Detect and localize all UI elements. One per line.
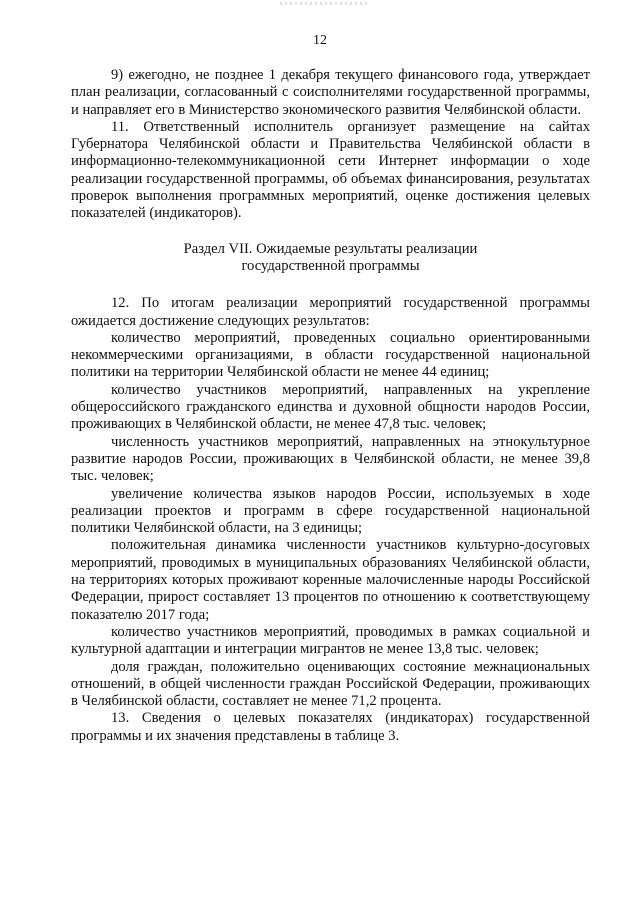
paragraph-item-9: 9) ежегодно, не позднее 1 декабря текущего финансового года, утверждает план реализации, согласованный с соисполнителями государственной программы, и направляет его в Министерство экономического развития Челябинской области. [71, 67, 590, 118]
paragraph-item-12: 12. По итогам реализации мероприятий государственной программы ожидается достижение следующих результатов: [71, 295, 590, 329]
result-item-events-count: количество мероприятий, проведенных социально ориентированными некоммерческими организациями, в области государственной национальной политики на территории Челябинской области не менее 44 единиц; [71, 329, 590, 381]
paragraph-item-13: 13. Сведения о целевых показателях (индикаторах) государственной программы и их значения представлены в таблице 3. [71, 710, 590, 744]
result-item-unity-participants: количество участников мероприятий, направленных на укрепление общероссийского гражданского единства и духовной общности народов России, проживающих в Челябинской области, не менее 47,8 тыс. человек; [71, 381, 590, 433]
page-number: 12 [313, 33, 327, 48]
result-item-cultural-dynamics: положительная динамика численности участников культурно-досуговых мероприятий, проводимых в муниципальных образованиях Челябинской области, на территориях которых проживают коренные малочисленные народы Российской Федерации, прирост составляет 13 процентов по отношению к соответствующему показателю 2017 года; [71, 537, 590, 623]
paragraph-item-11: 11. Ответственный исполнитель организует размещение на сайтах Губернатора Челябинской области и Правительства Челябинской области в информационно-телекоммуникационной сети Интернет информации о ходе реализации государственной программы, об объемах финансирования, результатах проверок выполнения программных мероприятий, оценке достижения целевых показателей (индикаторов). [71, 118, 590, 222]
section-title-line-1: Раздел VII. Ожидаемые результаты реализации [183, 240, 478, 257]
section-heading [71, 241, 590, 276]
result-item-citizens-share: доля граждан, положительно оценивающих состояние межнациональных отношений, в общей численности граждан Российской Федерации, проживающих в Челябинской области, составляет не менее 71,2 процента. [71, 658, 590, 710]
document-body [71, 67, 590, 745]
result-item-languages: увеличение количества языков народов России, используемых в ходе реализации проектов и программ в сфере государственной национальной политики Челябинской области, на 3 единицы; [71, 485, 590, 537]
section-title-line-2: государственной программы [241, 257, 420, 274]
result-item-migrants-adaptation: количество участников мероприятий, проводимых в рамках социальной и культурной адаптации и интеграции мигрантов не менее 13,8 тыс. человек; [71, 623, 590, 658]
result-item-ethnocultural-participants: численность участников мероприятий, направленных на этнокультурное развитие народов России, проживающих в Челябинской области, не менее 39,8 тыс. человек; [71, 433, 590, 485]
scan-artifact [280, 2, 370, 5]
